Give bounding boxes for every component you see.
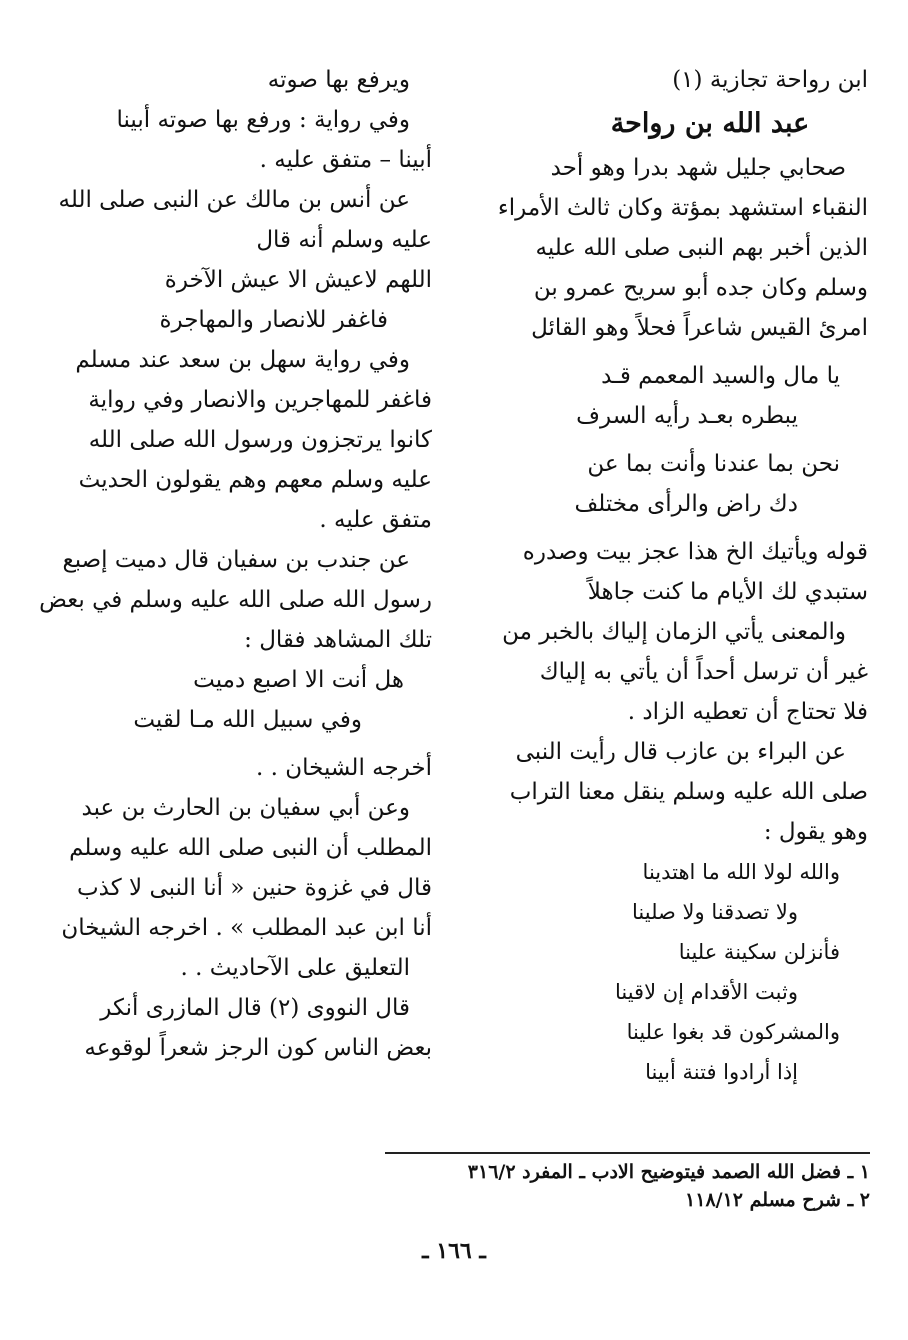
text-line: النقباء استشهد بمؤتة وكان ثالث الأمراء — [497, 195, 868, 221]
text-line: رسول الله صلى الله عليه وسلم في بعض — [39, 587, 432, 613]
text-line: أبينا – متفق عليه . — [259, 147, 432, 173]
text-line: عن البراء بن عازب قال رأيت النبى — [515, 739, 846, 765]
verse-line: وثبت الأقدام إن لاقينا — [614, 980, 798, 1004]
text-line: أخرجه الشيخان . . — [255, 755, 432, 781]
text-line: وفي رواية سهل بن سعد عند مسلم — [75, 347, 410, 373]
text-line: متفق عليه . — [319, 507, 432, 533]
verse-line: يا مال والسيد المعمم قـد — [601, 363, 840, 389]
text-line: صلى الله عليه وسلم ينقل معنا التراب — [509, 779, 868, 805]
verse-line: وفي سبيل الله مـا لقيت — [133, 707, 362, 733]
text-line: الذين أخبر بهم النبى صلى الله عليه — [535, 235, 868, 261]
verse-line: والمشركون قد بغوا علينا — [626, 1020, 840, 1044]
text-line: والمعنى يأتي الزمان إلياك بالخبر من — [502, 619, 846, 645]
text-line: كانوا يرتجزون ورسول الله صلى الله — [88, 427, 432, 453]
text-line: وهو يقول : — [763, 819, 868, 845]
text-line: عليه وسلم أنه قال — [256, 227, 432, 253]
right-column — [492, 60, 868, 1092]
text-line: التعليق على الآحاديث . . — [180, 955, 410, 981]
running-title: ابن رواحة تجازية (١) — [672, 67, 868, 93]
verse-line: يبطره بعـد رأيه السرف — [576, 403, 798, 429]
text-line: عليه وسلم معهم وهم يقولون الحديث — [78, 467, 432, 493]
text-line: وعن أبي سفيان بن الحارث بن عبد — [81, 795, 410, 821]
text-line: عن جندب بن سفيان قال دميت إصبع — [62, 547, 410, 573]
verse-line: والله لولا الله ما اهتدينا — [642, 860, 840, 884]
verse-line: دك راض والرأى مختلف — [574, 491, 798, 517]
text-line: ويرفع بها صوته — [267, 67, 410, 93]
text-line: قال في غزوة حنين « أنا النبى لا كذب — [77, 875, 432, 901]
text-line: المطلب أن النبى صلى الله عليه وسلم — [69, 835, 432, 861]
text-line: تلك المشاهد فقال : — [244, 627, 432, 653]
text-line: وفي رواية : ورفع بها صوته أبينا — [116, 107, 410, 133]
text-line: وسلم وكان جده أبو سريح عمرو بن — [533, 275, 868, 301]
text-line: فلا تحتاج أن تعطيه الزاد . — [627, 699, 868, 725]
text-line: ستبدي لك الأيام ما كنت جاهلاً — [587, 579, 868, 605]
footnotes — [380, 1158, 870, 1214]
text-line: امرئ القيس شاعراً فحلاً وهو القائل — [531, 315, 868, 341]
text-line: قال النووى (٢) قال المازرى أنكر — [100, 995, 410, 1021]
verse-line: اللهم لاعيش الا عيش الآخرة — [164, 267, 432, 293]
text-line: غير أن ترسل أحداً أن يأتي به إلياك — [539, 659, 868, 685]
text-line: فاغفر للمهاجرين والانصار وفي رواية — [88, 387, 432, 413]
text-line: بعض الناس كون الرجز شعراً لوقوعه — [84, 1035, 432, 1061]
page-number: ـ ١٦٦ ـ — [422, 1238, 486, 1264]
left-column — [39, 60, 432, 1068]
text-line: صحابي جليل شهد بدرا وهو أحد — [550, 155, 846, 181]
verse-line: فأنزلن سكينة علينا — [678, 940, 840, 964]
verse-line: ولا تصدقنا ولا صلينا — [632, 900, 798, 924]
verse-line: فاغفر للانصار والمهاجرة — [159, 307, 388, 333]
verse-line: إذا أرادوا فتنة أبينا — [645, 1060, 798, 1084]
section-heading: عبد الله بن رواحة — [610, 108, 810, 139]
verse-line: هل أنت الا اصبع دميت — [193, 667, 404, 693]
footnote-1: ١ ـ فضل الله الصمد فيتوضيح الادب ـ المفرد ٣١٦/٢ — [467, 1161, 870, 1183]
text-line: عن أنس بن مالك عن النبى صلى الله — [58, 187, 410, 213]
verse-line: نحن بما عندنا وأنت بما عن — [587, 451, 840, 477]
footnote-2: ٢ ـ شرح مسلم ١١٨/١٢ — [685, 1189, 870, 1211]
text-line: قوله ويأتيك الخ هذا عجز بيت وصدره — [522, 539, 868, 565]
footnote-divider — [385, 1152, 870, 1154]
text-line: أنا ابن عبد المطلب » . اخرجه الشيخان — [61, 915, 432, 941]
